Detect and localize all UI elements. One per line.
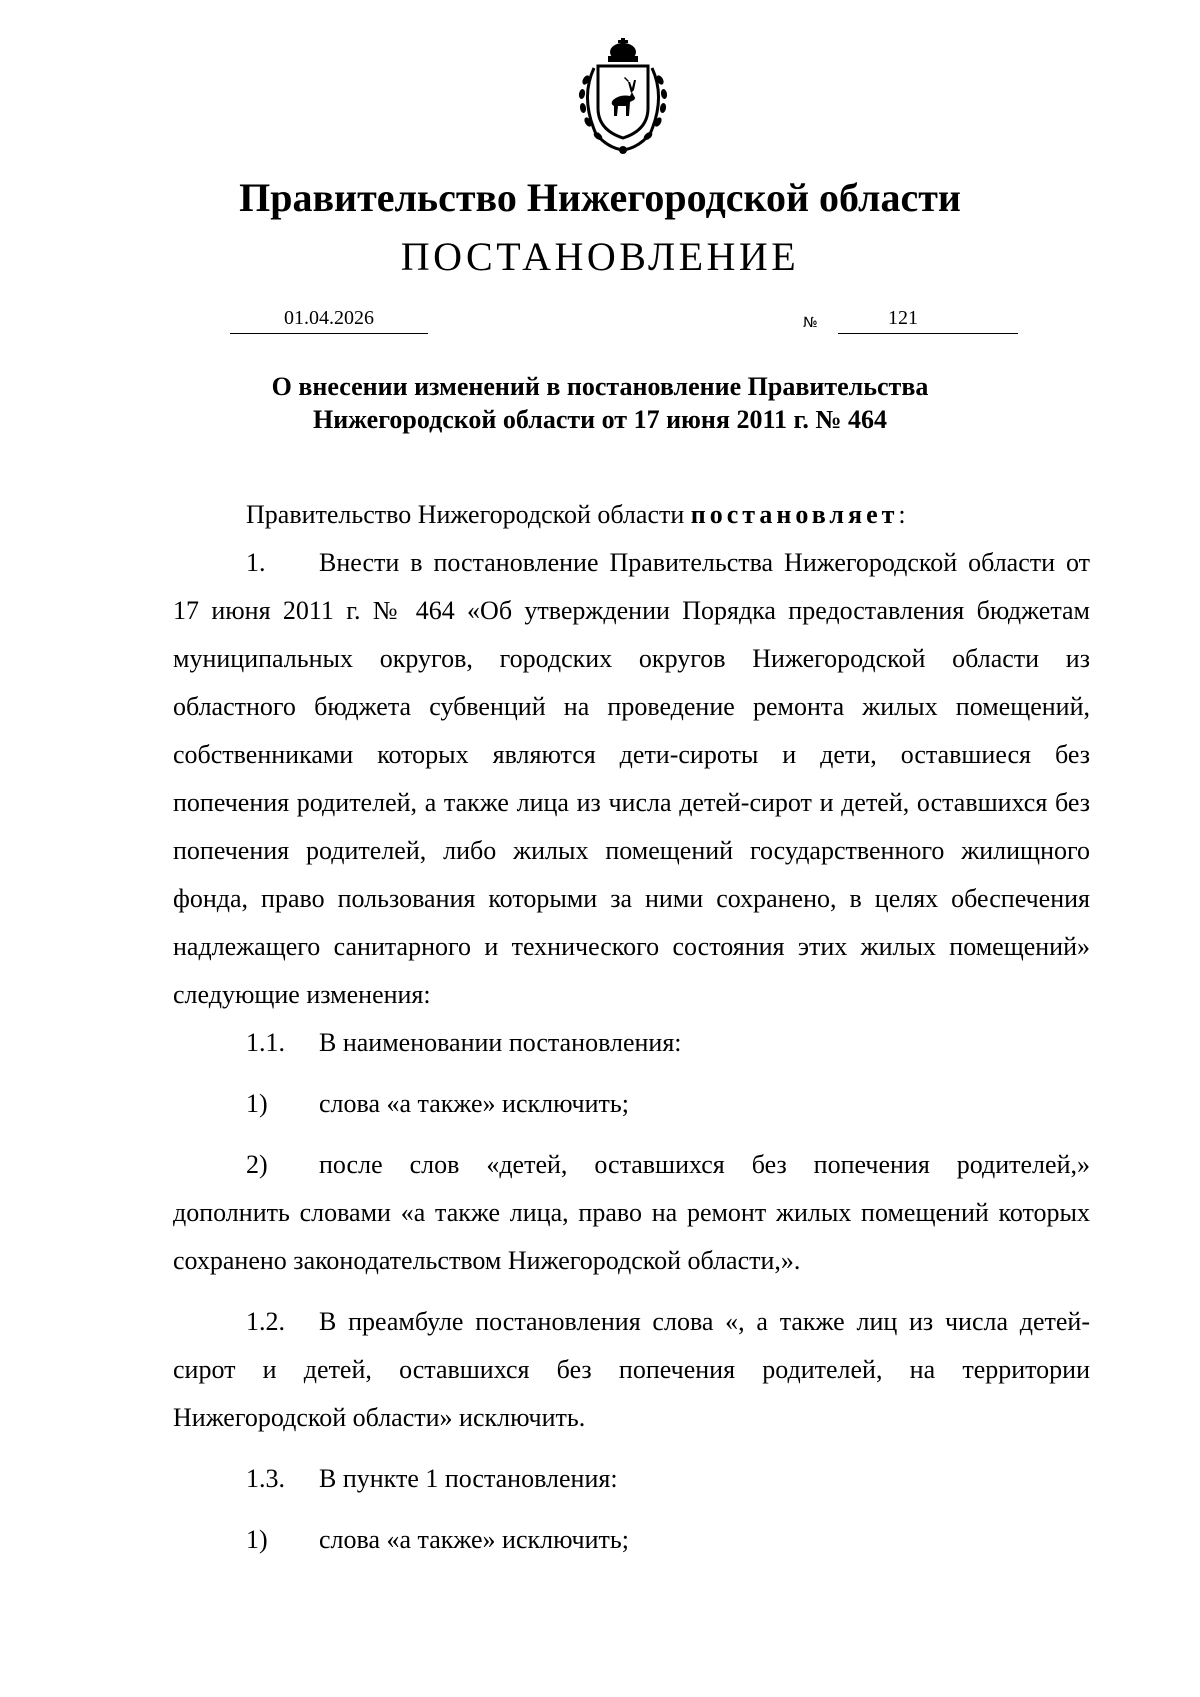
subject-line-2: Нижегородской области от 17 июня 2011 г. № 464 (312, 405, 888, 434)
document-type: ПОСТАНОВЛЕНИЕ (400, 234, 800, 279)
preamble (173, 491, 1090, 539)
paragraph-1-3-item-1-number: 1) (246, 1525, 268, 1554)
preamble-end: : (898, 500, 906, 529)
paragraph-1-3-item-1 (173, 1516, 1090, 1564)
paragraph-1-1 (173, 1019, 1090, 1067)
paragraph-group-1 (173, 539, 1090, 1019)
document-subject (0, 370, 1200, 436)
paragraph-1-number: 1. (246, 548, 266, 577)
document-date: 01.04.2026 (230, 305, 428, 334)
government-name: Правительство Нижегородской области (239, 175, 961, 220)
paragraph-1-1-item-1-number: 1) (246, 1089, 268, 1118)
paragraph-1-1-number: 1.1. (246, 1028, 285, 1057)
preamble-start: Правительство Нижегородской области (246, 500, 691, 529)
number-sign: № (803, 315, 818, 331)
preamble-verb: постановляет (690, 500, 899, 529)
paragraph-1-2 (173, 1298, 1090, 1442)
paragraph-1-1-item-1-text: слова «а также» исключить; (319, 1089, 629, 1118)
document-body (173, 491, 1090, 1564)
paragraph-1-1-text: В наименовании постановления: (319, 1028, 682, 1057)
document-number-field (838, 305, 1018, 334)
subject-line-1: О внесении изменений в постановление Правительства (271, 372, 929, 401)
paragraph-1-3-text: В пункте 1 постановления: (319, 1464, 618, 1493)
coat-of-arms-emblem (568, 38, 678, 158)
paragraph-1 (173, 539, 1090, 1019)
paragraph-1-1-item-2 (173, 1141, 1090, 1285)
paragraph-1-2-number: 1.2. (246, 1307, 285, 1336)
document-number: 121 (888, 307, 918, 329)
paragraph-1-3-number: 1.3. (246, 1464, 285, 1493)
paragraph-1-1-item-2-text: после слов «детей, оставшихся без попечения родителей,» дополнить словами «а также лица, право на ремонт жилых помещений которых сохранено законодательством Нижегородской области,». (173, 1150, 1090, 1275)
paragraph-1-text: Внести в постановление Правительства Нижегородской области от 17 июня 2011 г. № 464 «Об утверждении Порядка предоставления бюджетам муниципальных округов, городских округов Нижегородской области из областного бюджета субвенций на проведение ремонта жилых помещений, собственниками которых являются дети-сироты и дети, оставшиеся без попечения родителей, а также лица из числа детей-сирот и детей, оставшихся без попечения родителей, либо жилых помещений государственного жилищного фонда, право пользования которыми за ними сохранено, в целях обеспечения надлежащего санитарного и технического состояния этих жилых помещений» следующие изменения: (173, 548, 1090, 1009)
paragraph-1-2-text: В преамбуле постановления слова «, а также лиц из числа детей-сирот и детей, оставшихся без попечения родителей, на территории Нижегородской области» исключить. (173, 1307, 1090, 1432)
paragraph-1-3 (173, 1455, 1090, 1503)
paragraph-1-3-item-1-text: слова «а также» исключить; (319, 1525, 629, 1554)
paragraph-1-1-item-1 (173, 1080, 1090, 1128)
paragraph-1-1-item-2-number: 2) (246, 1150, 268, 1179)
